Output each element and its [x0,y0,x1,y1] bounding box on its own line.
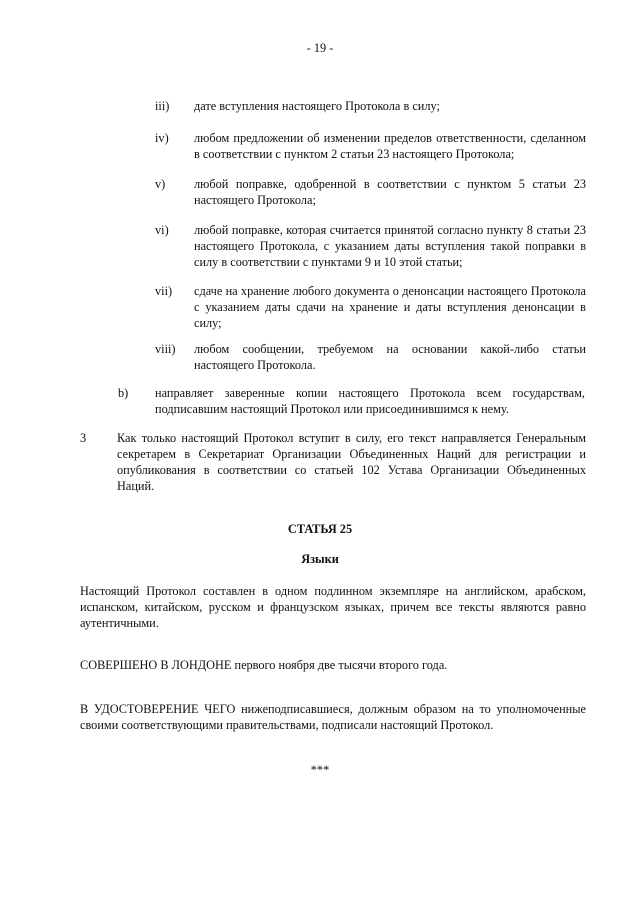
page-number: - 19 - [306,41,334,55]
list-item-text: любом предложении об изменении пределов ответственности, сделанном в соответствии с пунктом 2 статьи 23 настоящего Протокола; [194,131,586,161]
list-item-number: v) [155,177,166,191]
list-item-number: iii) [155,99,170,113]
list-item-number: viii) [155,342,176,356]
list-item-text: любой поправке, которая считается принятой согласно пункту 8 статьи 23 настоящего Протокола, с указанием даты вступления такой поправки в силу в соответствии с пунктами 9 и 10 этой статьи; [194,223,586,269]
list-item-number: vii) [155,284,173,298]
list-item-number: iv) [155,131,169,145]
list-item-number: b) [118,386,129,400]
article-title: СТАТЬЯ 25 [287,522,353,536]
end-mark: *** [310,763,330,777]
list-item-text: направляет заверенные копии настоящего Протокола всем государствам, подписавшим настоящий Протокол или присоединившимся к нему. [155,386,585,416]
list-item-text: любой поправке, одобренной в соответствии с пунктом 5 статьи 23 настоящего Протокола; [194,177,586,207]
paragraph-witness: В УДОСТОВЕРЕНИЕ ЧЕГО нижеподписавшиеся, должным образом на то уполномоченные своими соответствующими правительствами, подписали настоящий Протокол. [80,702,586,732]
paragraph-done: СОВЕРШЕНО В ЛОНДОНЕ первого ноября две тысячи второго года. [80,658,448,672]
list-item-text: любом сообщении, требуемом на основании какой-либо статьи настоящего Протокола. [194,342,586,372]
paragraph-languages: Настоящий Протокол составлен в одном подлинном экземпляре на английском, арабском, испанском, китайском, русском и французском языках, причем все тексты являются равно аутентичными. [80,584,586,630]
article-subtitle: Языки [301,552,339,566]
list-item-text: сдаче на хранение любого документа о денонсации настоящего Протокола с указанием даты сдачи на хранение и даты вступления денонсации в силу; [194,284,586,330]
list-item-number: vi) [155,223,169,237]
paragraph-number: 3 [80,431,87,445]
paragraph-text: Как только настоящий Протокол вступит в силу, его текст направляется Генеральным секретарем в Секретариат Организации Объединенных Наций для регистрации и опубликования в соответствии со статьей 102 Устава Организации Объединенных Наций. [117,431,586,493]
list-item-text: дате вступления настоящего Протокола в силу; [194,99,440,113]
